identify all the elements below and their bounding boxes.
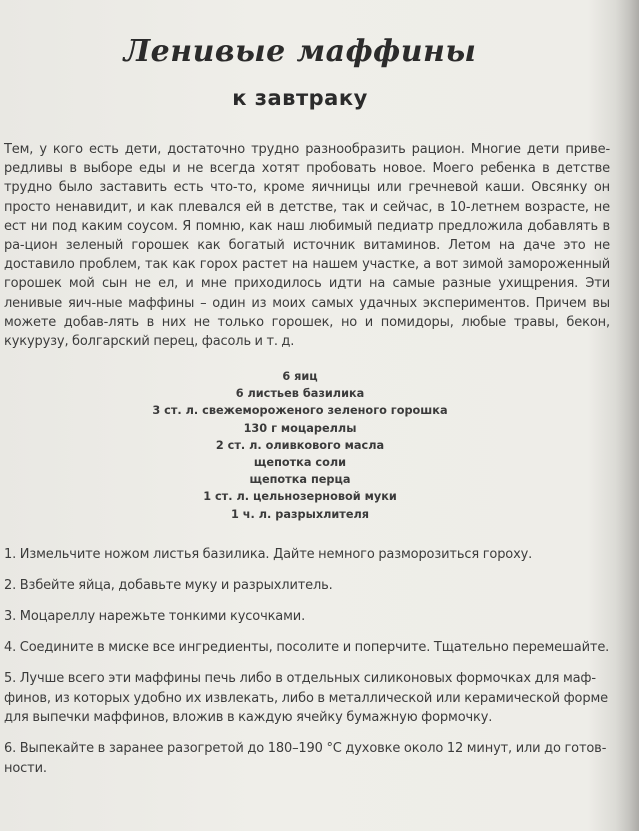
step-item: 1. Измельчите ножом листья базилика. Дайте немного разморозиться гороху. — [4, 547, 533, 562]
recipe-intro-paragraph: Тем, у кого есть дети, достаточно трудно разнообразить рацион. Многие дети приве-редливы в выборе еды и не всегда хотят пробовать новое. Моего ребенка в детстве трудно было заставить есть что-то, кроме яичницы или гречневой каши. Овсянку он просто ненавидит, и как плевался ей в детстве, так и сейчас, в 10-летнем возрасте, не ест ни под каким соусом. Я помню, как наш любимый педиатр предложила добавлять в ра-цион зеленый горошек как богатый источник витаминов. Летом на даче это не доставило проблем, так как горох растет на нашем участке, а вот зимой замороженный горошек мой сын не ел, и мне приходилось идти на самые разные ухищрения. Эти ленивые яич-ные маффины – один из моих самых удачных экспериментов. Причем вы можете добав-лять в них не только горошек, но и помидоры, любые травы, бекон, кукурузу, болгарский перец, фасоль и т. д. — [4, 142, 610, 350]
ingredient-item: 130 г моцареллы — [243, 421, 357, 435]
ingredients-list — [0, 368, 600, 523]
ingredient-item: 6 листьев базилика — [235, 387, 365, 401]
page-edge-shadow — [615, 0, 639, 831]
step-item: 4. Соедините в миске все ингредиенты, посолите и поперчите. Тщательно перемешайте. — [4, 640, 610, 655]
ingredient-item: щепотка соли — [253, 456, 347, 470]
ingredient-item: 3 ст. л. свежемороженого зеленого горошка — [152, 404, 448, 418]
step-item: 2. Взбейте яйца, добавьте муку и разрыхлитель. — [4, 578, 333, 593]
ingredient-item: 2 ст. л. оливкового масла — [215, 438, 385, 452]
ingredient-item: 1 ст. л. цельнозерновой муки — [203, 490, 397, 504]
ingredient-item: щепотка перца — [249, 473, 351, 487]
step-item: 3. Моцареллу нарежьте тонкими кусочками. — [4, 609, 306, 624]
steps-list — [4, 545, 610, 790]
step-item: 5. Лучше всего эти маффины печь либо в отдельных силиконовых формочках для маф-финов, из которых удобно их извлекать, либо в металлической или керамической форме для выпечки маффинов, вложив в каждую ячейку бумажную формочку. — [4, 671, 608, 725]
recipe-subtitle: к завтраку — [232, 86, 368, 110]
step-item: 6. Выпекайте в заранее разогретой до 180–190 °С духовке около 12 минут, или до готов-ности. — [4, 741, 607, 776]
recipe-title: Ленивые маффины — [123, 34, 477, 69]
ingredient-item: 1 ч. л. разрыхлителя — [230, 507, 370, 521]
ingredient-item: 6 яиц — [282, 370, 318, 383]
